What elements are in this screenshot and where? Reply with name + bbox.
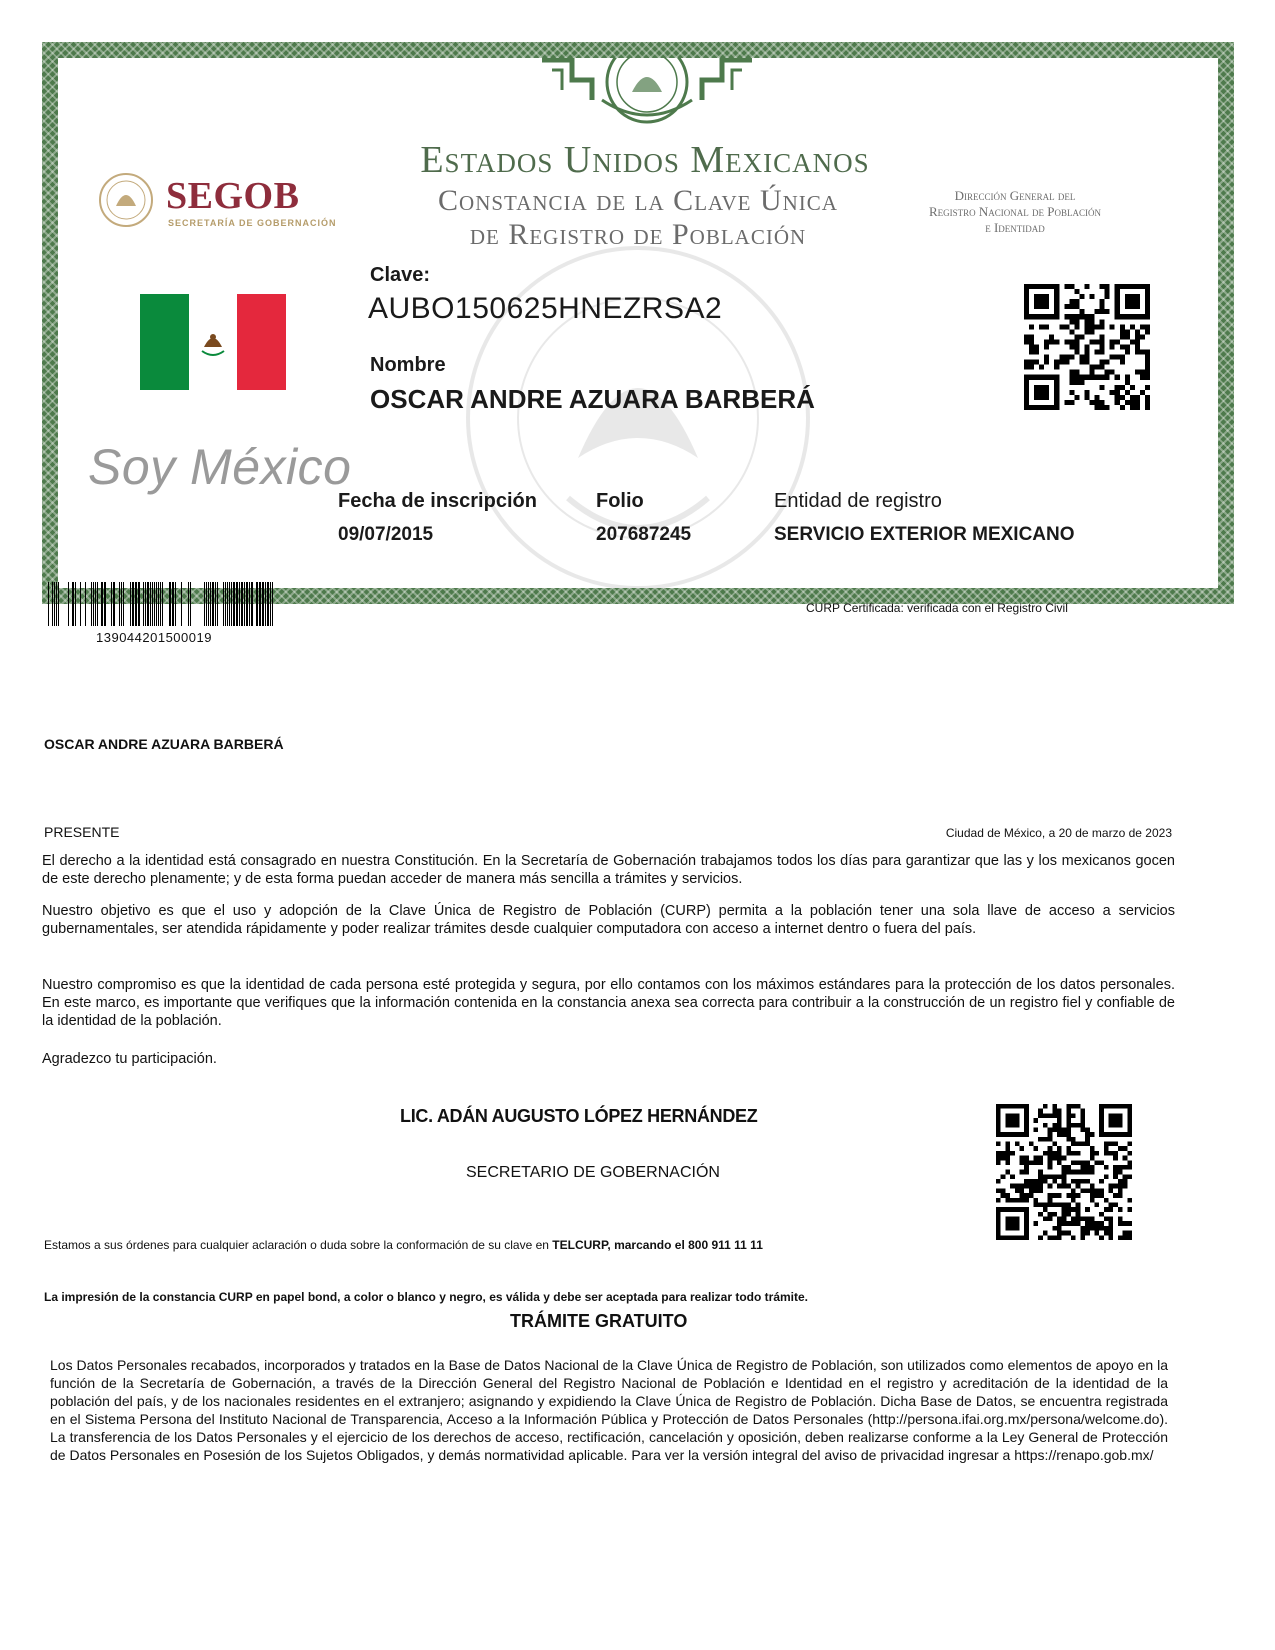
fecha-value: 09/07/2015 <box>338 524 434 545</box>
flag-eagle-icon <box>196 325 230 359</box>
country-title: Estados Unidos Mexicanos <box>420 139 870 181</box>
segob-seal-icon <box>98 172 154 228</box>
agency-line3: e Identidad <box>985 220 1045 235</box>
contact-note <box>44 1238 763 1252</box>
curp-certificate-card <box>42 42 1234 604</box>
nombre-value: OSCAR ANDRE AZUARA BARBERÁ <box>370 384 815 414</box>
mexico-flag <box>140 294 286 390</box>
printing-note: La impresión de la constancia CURP en papel bond, a color o blanco y negro, es válida y debe ser aceptada para realizar todo trámite. <box>44 1290 809 1304</box>
qr-code-icon <box>1024 284 1150 410</box>
presente-label: PRESENTE <box>44 824 120 840</box>
clave-label: Clave: <box>370 264 431 286</box>
qr-code-icon <box>996 1104 1132 1240</box>
slogan: Soy México <box>88 439 352 495</box>
signer-name: LIC. ADÁN AUGUSTO LÓPEZ HERNÁNDEZ <box>400 1106 758 1126</box>
certificate-body <box>58 58 1218 588</box>
fecha-label: Fecha de inscripción <box>338 490 537 512</box>
free-procedure-heading: TRÁMITE GRATUITO <box>510 1311 688 1331</box>
signer-title: SECRETARIO DE GOBERNACIÓN <box>466 1164 720 1181</box>
clave-value: AUBO150625HNEZRSA2 <box>368 292 723 325</box>
folio-value: 207687245 <box>596 524 692 545</box>
certification-note: CURP Certificada: verificada con el Registro Civil <box>806 601 1068 615</box>
barcode-number: 139044201500019 <box>96 630 212 645</box>
addressee-name: OSCAR ANDRE AZUARA BARBERÁ <box>44 736 284 752</box>
nombre-label: Nombre <box>370 354 446 376</box>
place-date: Ciudad de México, a 20 de marzo de 2023 <box>945 826 1172 840</box>
barcode-icon <box>46 582 282 626</box>
entidad-label: Entidad de registro <box>774 490 942 512</box>
segob-subtitle: SECRETARÍA DE GOBERNACIÓN <box>168 218 337 228</box>
entidad-value: SERVICIO EXTERIOR MEXICANO <box>774 524 1075 545</box>
letter-paragraph-3: Nuestro compromiso es que la identidad de cada persona esté protegida y segura, por ello contamos con los máximos estándares para la protección de los datos personales. En este marco, es importante que verifiques que la información contenida en la constancia anexa sea correcta para contribuir a la construcción de un registro fiel y confiable de la identidad de la población. <box>42 977 1175 1029</box>
letter-paragraph-1: El derecho a la identidad está consagrado en nuestra Constitución. En la Secretaría de Gobernación trabajamos todos los días para garantizar que las y los mexicanos gocen de este derecho plenamente; y de esta forma puedan acceder de manera más sencilla a trámites y servicios. <box>42 853 1175 887</box>
agency-line1: Dirección General del <box>954 188 1076 203</box>
contact-note-text: Estamos a sus órdenes para cualquier aclaración o duda sobre la conformación de su clave en <box>44 1238 553 1252</box>
letter-paragraph-4: Agradezco tu participación. <box>42 1051 217 1067</box>
segob-logo-text: SEGOB <box>166 175 300 217</box>
document-title-line1: Constancia de la Clave Única <box>438 184 838 217</box>
document-title-line2: de Registro de Población <box>469 218 807 251</box>
folio-label: Folio <box>596 490 644 512</box>
document-title <box>358 184 918 252</box>
agency-line2: Registro Nacional de Población <box>928 204 1102 219</box>
privacy-notice: Los Datos Personales recabados, incorporados y tratados en la Base de Datos Nacional de la Clave Única de Registro de Población, son utilizados como elementos de apoyo en la función de la Secretaría de Gobernación, a través de la Dirección General del Registro Nacional de Población e Identidad en el registro y acreditación de la identidad de la población del país, y de los nacionales residentes en el extranjero; asignando y expidiendo la Clave Única de Registro de Población. Dicha Base de Datos, se encuentra registrada en el Sistema Persona del Instituto Nacional de Transparencia, Acceso a la Información Pública y Protección de Datos Personales (http://persona.ifai.org.mx/persona/welcome.do). La transferencia de los Datos Personales y el ejercicio de los derechos de acceso, rectificación, cancelación y oposición, deben realizarse conforme a la Ley General de Protección de Datos Personales en Posesión de los Sujetos Obligados, y demás normatividad aplicable. Para ver la versión integral del aviso de privacidad ingresar a https://renapo.gob.mx/ <box>50 1357 1168 1463</box>
telcurp-phone: TELCURP, marcando el 800 911 11 11 <box>552 1238 763 1252</box>
letter-paragraph-2: Nuestro objetivo es que el uso y adopción de la Clave Única de Registro de Población (CURP) permita a la población tener una sola llave de acceso a servicios gubernamentales, ser atendida rápidamente y poder realizar trámites desde cualquier computadora con acceso a internet dentro o fuera del país. <box>42 903 1175 937</box>
agency-name <box>890 188 1140 236</box>
national-seal-icon <box>532 58 762 130</box>
